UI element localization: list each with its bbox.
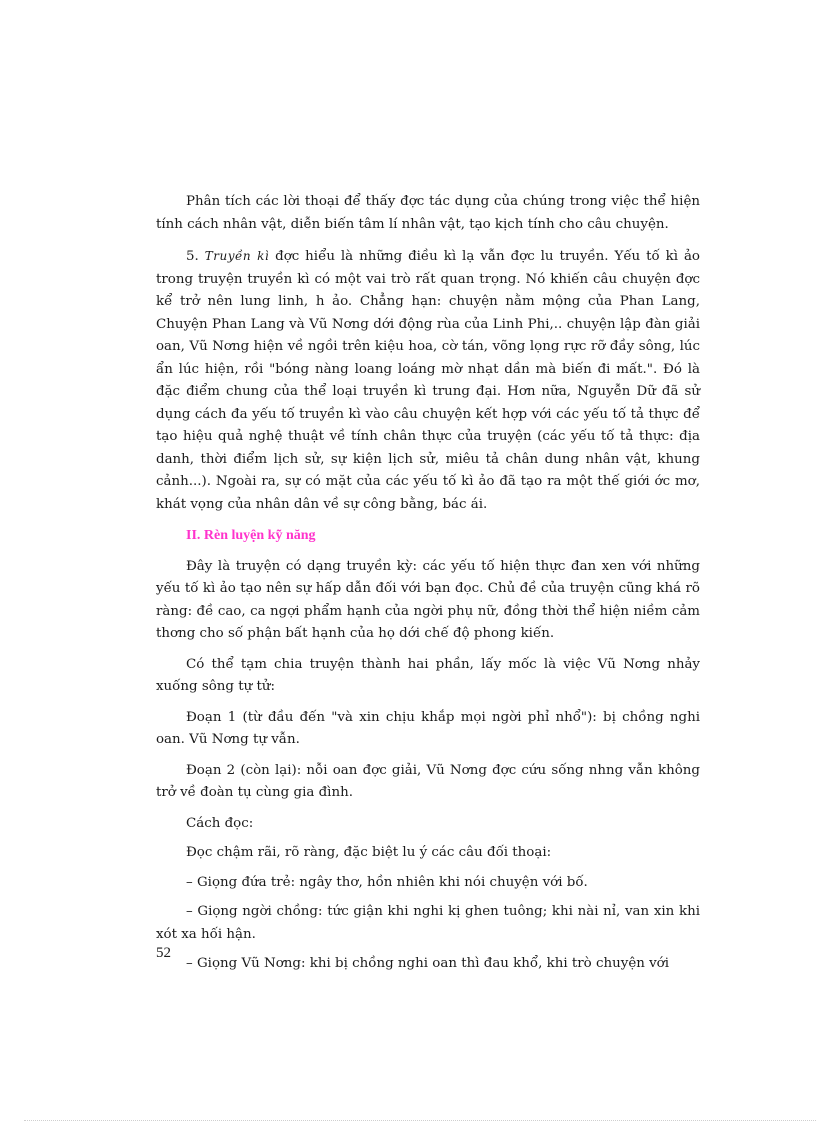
dash-bullet: –	[186, 956, 193, 971]
paragraph-division: Có thể tạm chia truyện thành hai phần, lấy mốc là việc Vũ Nơng nhảy xuống sông tự tử:	[156, 656, 700, 694]
list-item: – Giọng Vũ Nơng: khi bị chồng nghi oan thì đau khổ, khi trò chuyện với	[186, 956, 670, 971]
section-heading-skills: II. Rèn luyện kỹ năng	[186, 528, 316, 543]
list-item: – Giọng đứa trẻ: ngây thơ, hồn nhiên khi nói chuyện với bố.	[186, 874, 588, 890]
paragraph-truyen-ki	[156, 245, 700, 516]
paragraph-part-two: Đoạn 2 (còn lại): nỗi oan đợc giải, Vũ Nơng đợc cứu sống nhng vẫn không trở về đoàn tụ cùng gia đình.	[156, 762, 700, 800]
page-number: 52	[156, 945, 171, 961]
dash-bullet: –	[186, 904, 193, 919]
paragraph-reading-instructions: Đọc chậm rãi, rõ ràng, đặc biệt lu ý các câu đối thoại:	[186, 845, 552, 860]
list-item: – Giọng ngời chồng: tức giận khi nghi kị ghen tuông; khi nài nỉ, van xin khi xót xa hối hận.	[156, 904, 700, 942]
item-number: 5.	[186, 249, 205, 264]
body-text	[156, 191, 700, 983]
dash-bullet: –	[186, 874, 193, 890]
paragraph-part-one: Đoạn 1 (từ đầu đến "và xin chịu khắp mọi ngời phỉ nhổ"): bị chồng nghi oan. Vũ Nơng tự vẫn.	[156, 709, 700, 747]
paragraph-truyen-ki-body: đợc hiểu là những điều kì lạ vẫn đợc lu truyền. Yếu tố kì ảo trong truyện truyền kì có một vai trò rất quan trọng. Nó khiến câu chuyện đợc kể trở nên lung linh, h ảo. Chẳng hạn: chuyện nằm mộng của Phan Lang, Chuyện Phan Lang và Vũ Nơng dới động rùa của Linh Phi,.. chuyện lập đàn giải oan, Vũ Nơng hiện về ngồi trên kiệu hoa, cờ tán, võng lọng rực rỡ đầy sông, lúc ẩn lúc hiện, rồi "bóng nàng loang loáng mờ nhạt dần mà biến đi mất.". Đó là đặc điểm chung của thể loại truyền kì trung đại. Hơn nữa, Nguyễn Dữ đã sử dụng cách đa yếu tố truyền kì vào câu chuyện kết hợp với các yếu tố tả thực để tạo hiệu quả nghệ thuật về tính chân thực của truyện (các yếu tố tả thực: địa danh, thời điểm lịch sử, sự kiện lịch sử, miêu tả chân dung nhân vật, khung cảnh...). Ngoài ra, sự có mặt của các yếu tố kì ảo đã tạo ra một thế giới ớc mơ, khát vọng của nhân dân về sự công bằng, bác ái.	[156, 249, 700, 512]
paragraph-dialogue-analysis: Phân tích các lời thoại để thấy đợc tác dụng của chúng trong việc thể hiện tính cách nhân vật, diễn biến tâm lí nhân vật, tạo kịch tính cho câu chuyện.	[156, 194, 700, 232]
term-truyen-ki: Truyền kì	[204, 249, 270, 263]
paragraph-genre: Đây là truyện có dạng truyền kỳ: các yếu tố hiện thực đan xen với những yếu tố kì ảo tạo nên sự hấp dẫn đối với bạn đọc. Chủ đề của truyện cũng khá rõ ràng: đề cao, ca ngợi phẩm hạnh của ngời phụ nữ, đồng thời thể hiện niềm cảm thơng cho số phận bất hạnh của họ dới chế độ phong kiến.	[156, 558, 700, 641]
paragraph-reading-title: Cách đọc:	[186, 815, 254, 831]
footer-divider	[24, 1120, 816, 1121]
